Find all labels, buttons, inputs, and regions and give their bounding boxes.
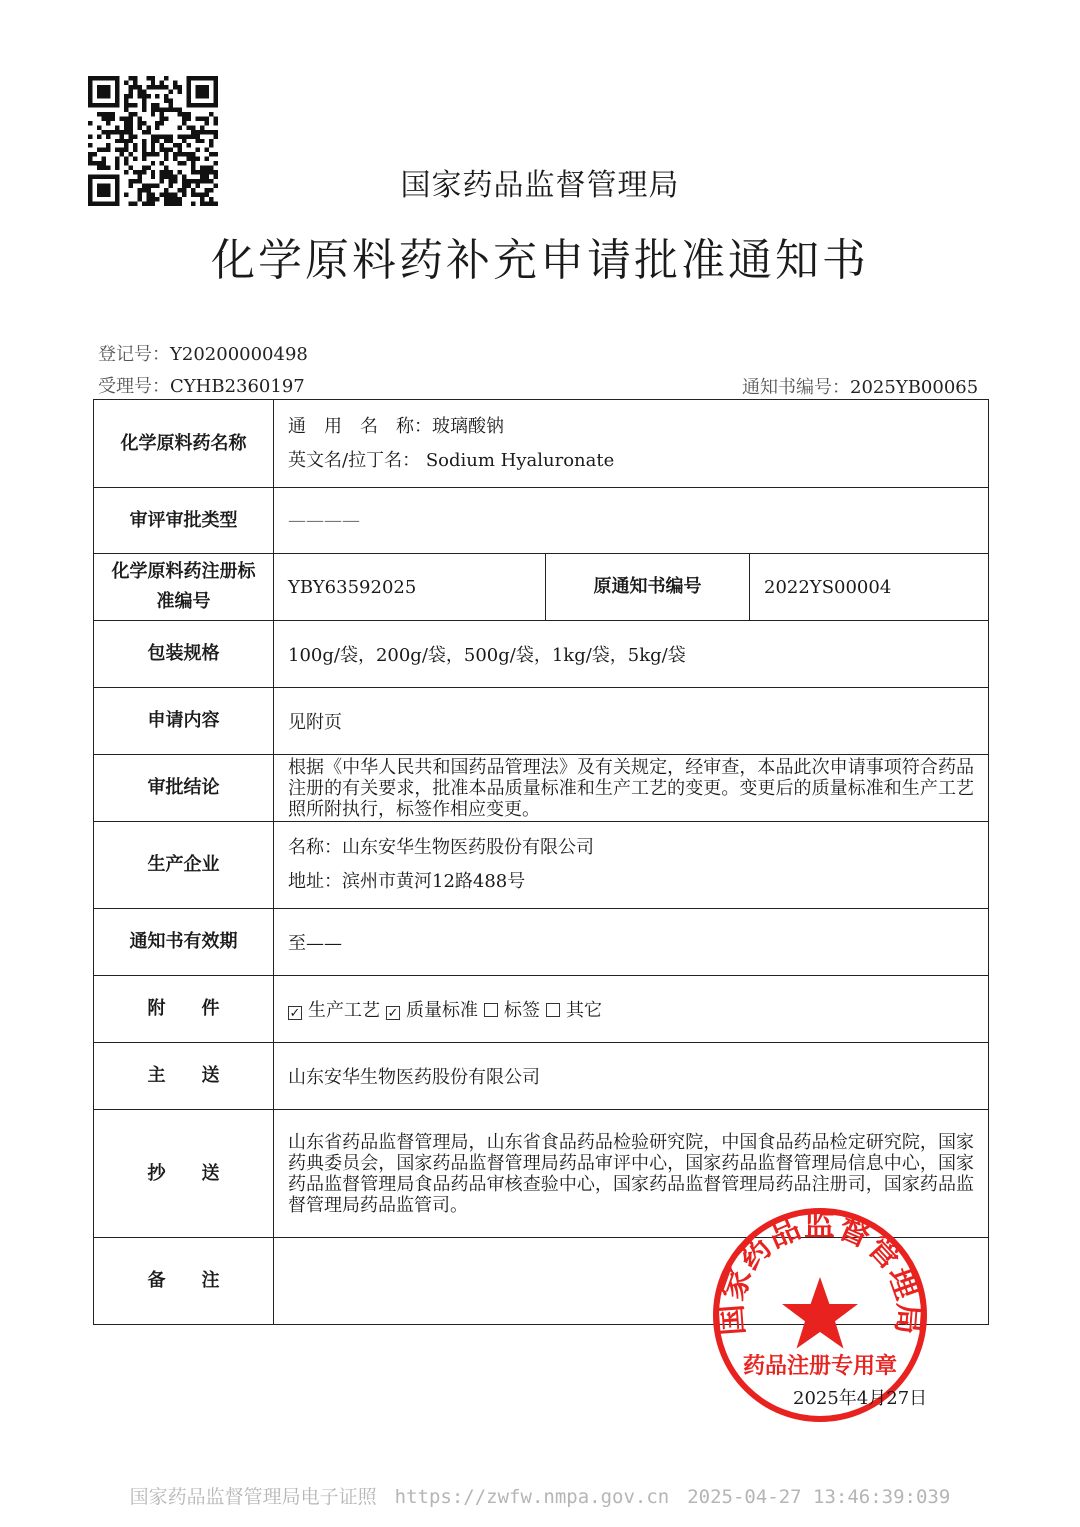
notice-label: 通知书编号： <box>742 377 850 398</box>
table-row <box>94 1043 989 1110</box>
original-notice-value: 2022YS00004 <box>750 554 989 621</box>
attachments-list <box>274 976 989 1043</box>
seal-star-icon <box>782 1277 858 1349</box>
footer-timestamp: 2025-04-27 13:46:39:039 <box>687 1486 951 1508</box>
manufacturer-name-value: 山东安华生物医药股份有限公司 <box>342 837 594 858</box>
recipient-value: 山东安华生物医药股份有限公司 <box>274 1043 989 1110</box>
notice-value: 2025YB00065 <box>850 377 979 398</box>
table-row <box>94 554 989 621</box>
table-row <box>94 755 989 822</box>
attachment-label-1: 质量标准 <box>406 1000 478 1021</box>
footer-url[interactable]: https://zwfw.nmpa.gov.cn <box>394 1486 670 1508</box>
table-row <box>94 822 989 909</box>
agency-name: 国家药品监督管理局 <box>400 168 680 203</box>
attachment-checkbox-2 <box>484 1003 498 1017</box>
attachment-label-2: 标签 <box>504 1000 540 1021</box>
cc-value: 山东省药品监督管理局，山东省食品药品检验研究院，中国食品药品检定研究院，国家药典委员会，国家药品监督管理局药品审评中心，国家药品监督管理局信息中心，国家药品监督管理局食品药品审核查验中心，国家药品监督管理局药品注册司，国家药品监督管理局药品监管司。 <box>274 1110 989 1238</box>
manufacturer-head: 生产企业 <box>94 822 274 909</box>
acceptance-value: CYHB2360197 <box>170 376 305 397</box>
table-row <box>94 976 989 1043</box>
english-name-line <box>288 444 974 478</box>
table-row <box>94 909 989 976</box>
attachments-head: 附 件 <box>94 976 274 1043</box>
manufacturer-name-label: 名称： <box>288 837 342 858</box>
generic-name-line <box>288 410 974 444</box>
original-notice-head: 原通知书编号 <box>546 554 750 621</box>
attachment-checkbox-1: ✓ <box>387 1006 399 1021</box>
english-name-value: Sodium Hyaluronate <box>425 449 615 471</box>
generic-name-label: 通 用 名 称： <box>288 415 432 437</box>
drug-name-cell <box>274 400 989 488</box>
seal-ring-text: 国家药品监督管理局 <box>713 1207 927 1337</box>
validity-head: 通知书有效期 <box>94 909 274 976</box>
generic-name-value: 玻璃酸钠 <box>432 415 504 437</box>
manufacturer-address-line <box>288 865 974 899</box>
standard-number-head: 化学原料药注册标准编号 <box>94 554 274 621</box>
drug-name-head: 化学原料药名称 <box>94 400 274 488</box>
document-title: 化学原料药补充申请批准通知书 <box>211 235 869 286</box>
attachment-checkbox-3 <box>546 1003 560 1017</box>
acceptance-number <box>98 372 305 398</box>
application-content-head: 申请内容 <box>94 688 274 755</box>
package-spec-value: 100g/袋，200g/袋，500g/袋，1kg/袋，5kg/袋 <box>274 621 989 688</box>
notice-number <box>742 373 978 399</box>
registration-value: Y20200000498 <box>170 344 308 365</box>
table-row <box>94 488 989 554</box>
attachment-label-0: 生产工艺 <box>308 1000 380 1021</box>
table-row <box>94 400 989 488</box>
registration-label: 登记号： <box>98 344 170 365</box>
footer-label: 国家药品监督管理局电子证照 <box>129 1486 377 1508</box>
manufacturer-address-value: 滨州市黄河12路488号 <box>342 871 526 892</box>
table-row <box>94 688 989 755</box>
standard-number-value: YBY63592025 <box>274 554 546 621</box>
manufacturer-address-label: 地址： <box>288 871 342 892</box>
recipient-head: 主 送 <box>94 1043 274 1110</box>
attachment-label-3: 其它 <box>566 1000 602 1021</box>
package-spec-head: 包装规格 <box>94 621 274 688</box>
approval-table <box>93 399 989 1325</box>
application-content-value: 见附页 <box>274 688 989 755</box>
acceptance-label: 受理号： <box>98 376 170 397</box>
review-type-value: ———— <box>274 488 989 554</box>
footer <box>0 1482 1080 1509</box>
manufacturer-cell <box>274 822 989 909</box>
remark-head: 备 注 <box>94 1238 274 1325</box>
seal-bottom-text: 药品注册专用章 <box>742 1354 898 1379</box>
issue-date: 2025年4月27日 <box>793 1388 928 1409</box>
attachment-checkbox-0: ✓ <box>289 1006 301 1021</box>
conclusion-value: 根据《中华人民共和国药品管理法》及有关规定，经审查，本品此次申请事项符合药品注册的有关要求，批准本品质量标准和生产工艺的变更。变更后的质量标准和生产工艺照所附执行，标签作相应变更。 <box>274 755 989 822</box>
cc-head: 抄 送 <box>94 1110 274 1238</box>
english-name-label: 英文名/拉丁名： <box>288 449 421 471</box>
review-type-head: 审评审批类型 <box>94 488 274 554</box>
validity-value: 至—— <box>274 909 989 976</box>
table-row <box>94 621 989 688</box>
manufacturer-name-line <box>288 831 974 865</box>
registration-number <box>98 340 308 366</box>
conclusion-head: 审批结论 <box>94 755 274 822</box>
